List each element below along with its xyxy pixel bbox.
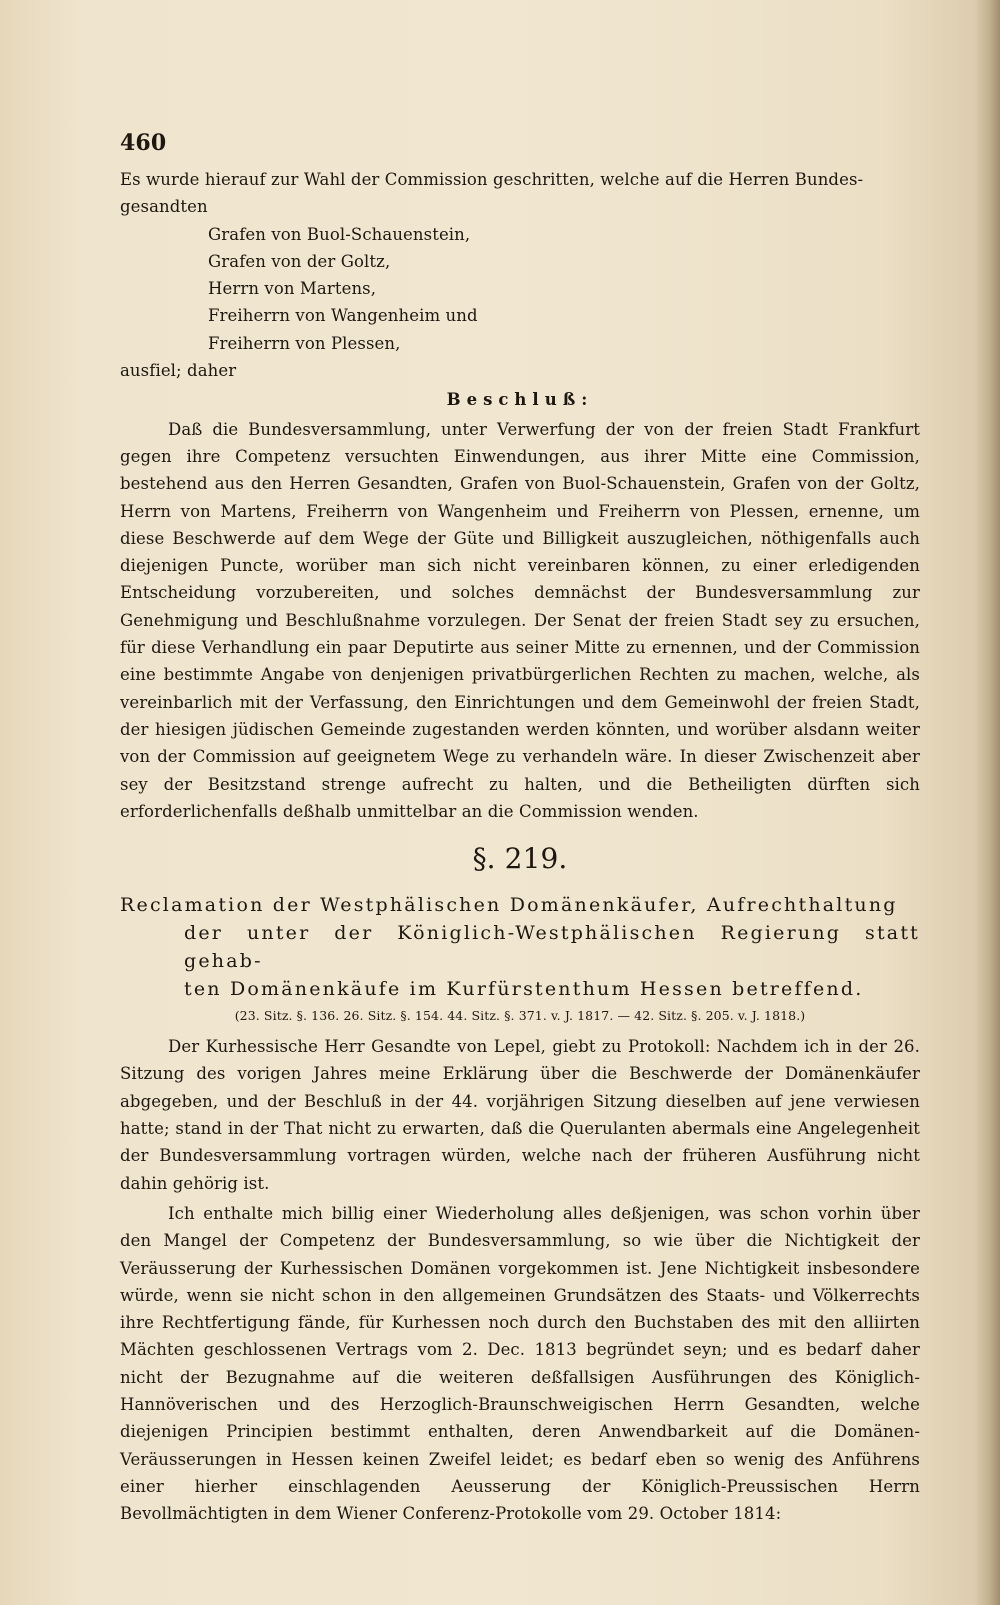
session-references: (23. Sitz. §. 136. 26. Sitz. §. 154. 44. Sitz. §. 371. v. J. 1817. — 42. Sitz. §. 205. v. J. 1818.) bbox=[234, 1008, 806, 1024]
intro-line-3: ausfiel; daher bbox=[120, 361, 237, 381]
name-entry: Grafen von Buol-Schauenstein, bbox=[208, 224, 471, 244]
section-title-line-2: der unter der Königlich-Westphälischen Regierung statt gehab- bbox=[184, 922, 920, 973]
page-number: 460 bbox=[120, 130, 167, 156]
intro-line-2: gesandten bbox=[120, 197, 208, 217]
beschluss-text: Daß die Bundesversammlung, unter Verwerfung der von der freien Stadt Frankfurt gegen ihre Competenz versuchten Einwendungen, aus ihrer Mitte eine Commission, bestehend aus den Herren Gesandten, Grafen von Buol-Schauenstein, Grafen von der Goltz, Herrn von Martens, Freiherrn von Wangenheim und Freiherrn von Plessen, ernenne, um diese Beschwerde auf dem Wege der Güte und Billigkeit auszugleichen, nöthigenfalls auch diejenigen Puncte, worüber man sich nicht vereinbaren können, zu einer erledigenden Entscheidung vorzubereiten, und solches demnächst der Bundesversammlung zur Genehmigung und Beschlußnahme vorzulegen. Der Senat der freien Stadt sey zu ersuchen, für diese Verhandlung ein paar Deputirte aus seiner Mitte zu ernennen, und der Commission eine bestimmte Angabe von denjenigen privatbürgerlichen Rechten zu machen, welche, als vereinbarlich mit der Verfassung, den Einrichtungen und dem Gemeinwohl der freien Stadt, der hiesigen jüdischen Gemeinde zugestanden werden könnten, und worüber alsdann weiter von der Commission auf geeignetem Wege zu verhandeln wäre. In dieser Zwischenzeit aber sey der Besitzstand strenge aufrecht zu halten, und die Betheiligten dürften sich erforderlichenfalls deßhalb unmittelbar an die Commission wenden. bbox=[120, 419, 920, 821]
page-edge bbox=[974, 0, 1000, 1605]
intro-line-1: Es wurde hierauf zur Wahl der Commission geschritten, welche auf die Herren Bundes- bbox=[120, 170, 864, 189]
name-entry: Grafen von der Goltz, bbox=[208, 251, 391, 271]
name-entry: Herrn von Martens, bbox=[208, 279, 377, 299]
section-number: §. 219. bbox=[472, 842, 568, 876]
section-title-line-1: Reclamation der Westphälischen Domänenkäufer, Aufrechthaltung bbox=[120, 894, 898, 917]
section-title bbox=[120, 891, 920, 1003]
name-entry: Freiherrn von Wangenheim und bbox=[208, 306, 478, 326]
commission-names bbox=[208, 221, 920, 357]
paragraph-2: Ich enthalte mich billig einer Wiederholung alles deßjenigen, was schon vorhin über den Mangel der Competenz der Bundesversammlung, so wie über die Nichtigkeit der Veräusserung der Kurhessischen Domänen vorgekommen ist. Jene Nichtigkeit insbesondere würde, wenn sie nicht schon in den allgemeinen Grundsätzen des Staats- und Völkerrechts ihre Rechtfertigung fände, für Kurhessen noch durch den Buchstaben des mit den alliirten Mächten geschlossenen Vertrags vom 2. Dec. 1813 begründet seyn; und es bedarf daher nicht der Bezugnahme auf die weiteren deßfallsigen Ausführungen des Königlich-Hannöverischen und des Herzoglich-Braunschweigischen Herrn Gesandten, welche diejenigen Principien bestimmt enthalten, deren Anwendbarkeit auf die Domänen-Veräusserungen in Hessen keinen Zweifel leidet; es bedarf eben so wenig des Anführens einer hierher einschlagenden Aeusserung der Königlich-Preussischen Herrn Bevollmächtigten in dem Wiener Conferenz-Protokolle vom 29. October 1814: bbox=[120, 1203, 920, 1524]
text-block bbox=[120, 128, 920, 1527]
paragraph-1: Der Kurhessische Herr Gesandte von Lepel, giebt zu Protokoll: Nachdem ich in der 26. Sitzung des vorigen Jahres meine Erklärung über die Beschwerde der Domänenkäufer abgegeben, und der Beschluß in der 44. vorjährigen Sitzung dieselben auf jene verwiesen hatte; stand in der That nicht zu erwarten, daß die Querulanten abermals eine Angelegenheit der Bundesversammlung vortragen würden, welche nach der früheren Ausführung nicht dahin gehörig ist. bbox=[120, 1037, 920, 1193]
name-entry: Freiherrn von Plessen, bbox=[208, 333, 401, 353]
section-title-line-3: ten Domänenkäufe im Kurfürstenthum Hessen betreffend. bbox=[184, 978, 864, 1001]
beschluss-title: Beschluß: bbox=[446, 390, 594, 410]
